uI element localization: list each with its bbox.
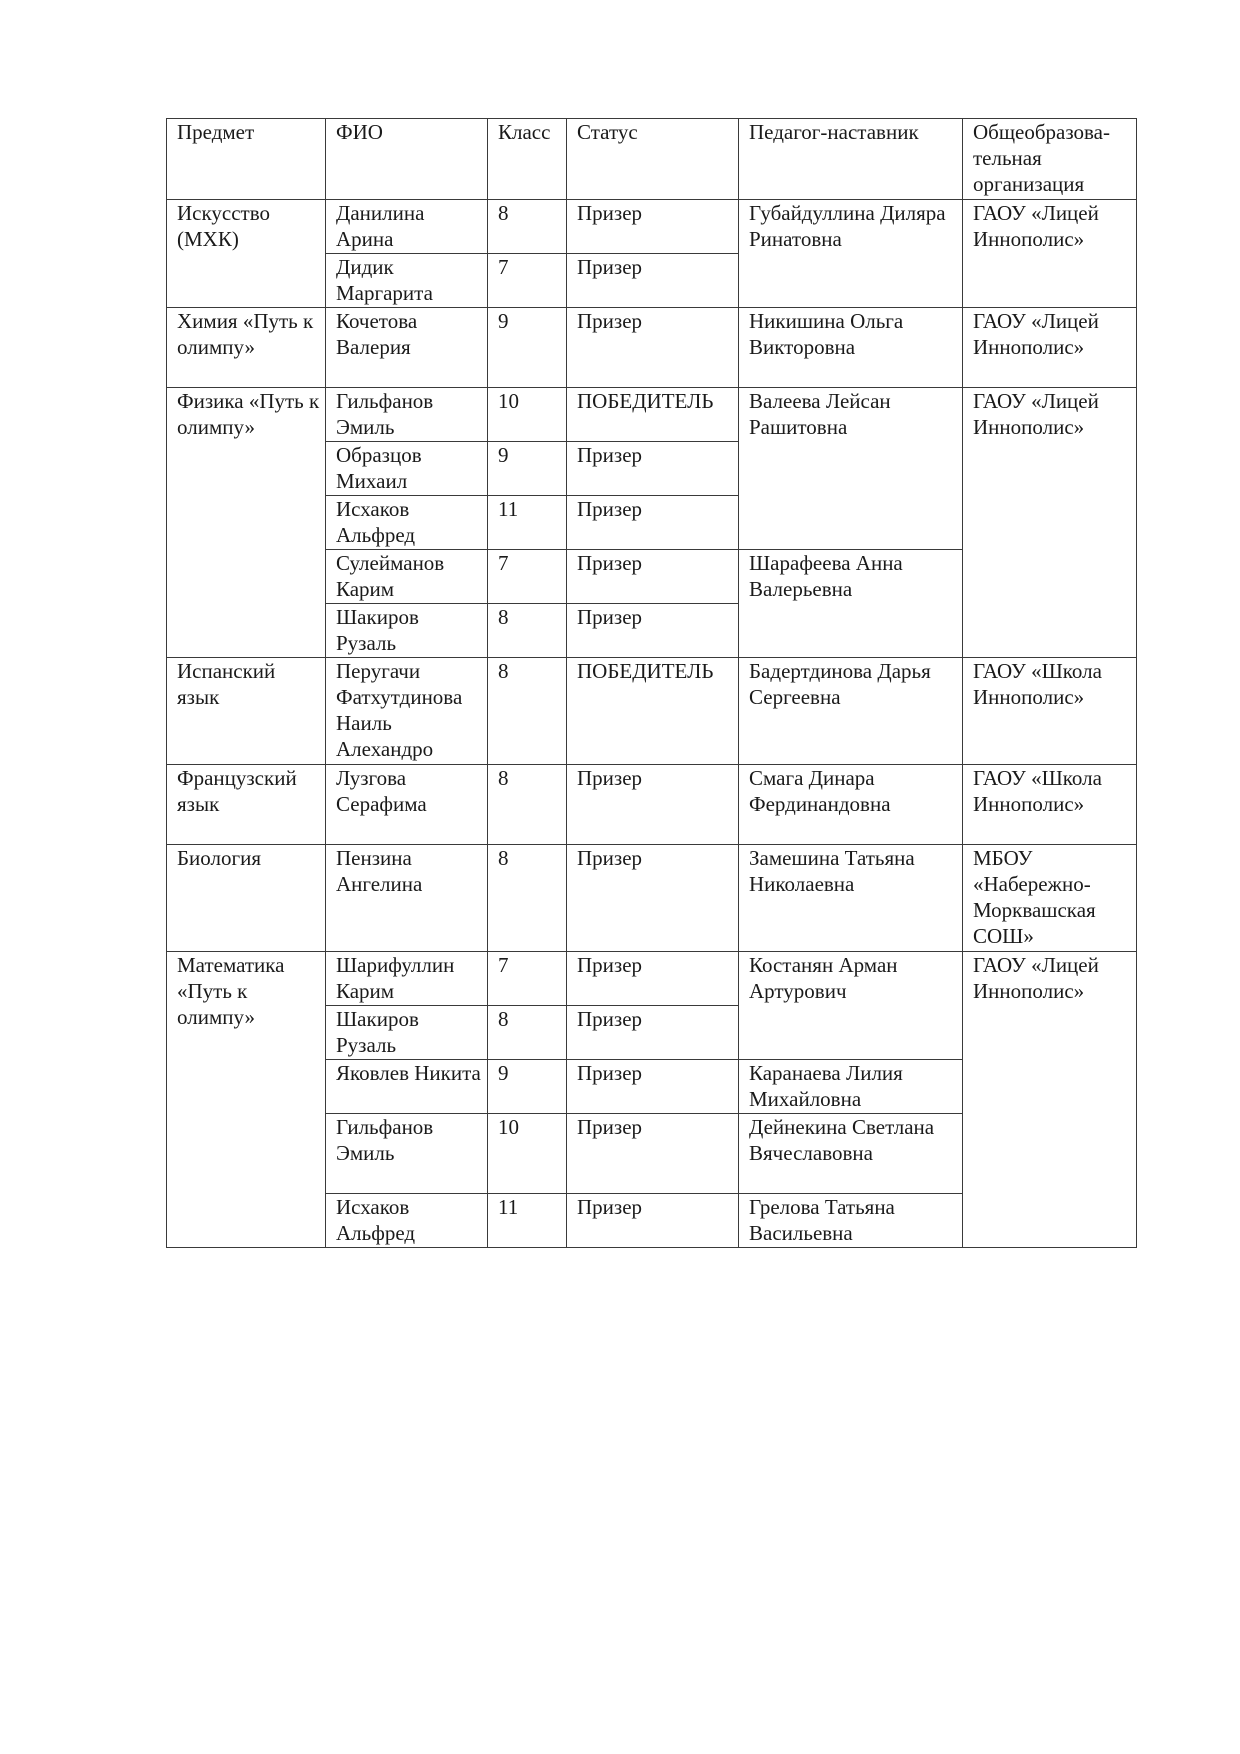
grade-cell: 9 [488, 308, 567, 388]
grade-cell: 10 [488, 1114, 567, 1194]
table-row [167, 765, 1137, 845]
name-cell: Исхаков Альфред [326, 496, 488, 550]
grade-cell: 7 [488, 550, 567, 604]
name-cell: Кочетова Валерия [326, 308, 488, 388]
status-cell: Призер [567, 200, 739, 254]
status-cell: Призер [567, 442, 739, 496]
name-cell: Сулейманов Карим [326, 550, 488, 604]
mentor-cell: Костанян Арман Артурович [739, 952, 963, 1060]
mentor-cell: Смага Динара Фердинандовна [739, 765, 963, 845]
subject-cell: Французский язык [167, 765, 326, 845]
grade-cell: 8 [488, 1006, 567, 1060]
mentor-cell: Губайдуллина Диляра Ринатовна [739, 200, 963, 308]
status-cell: ПОБЕДИТЕЛЬ [567, 388, 739, 442]
grade-cell: 7 [488, 254, 567, 308]
table-row [167, 200, 1137, 254]
header-row [167, 119, 1137, 200]
status-cell: Призер [567, 550, 739, 604]
name-cell: Исхаков Альфред [326, 1194, 488, 1248]
org-cell: ГАОУ «Школа Иннополис» [963, 765, 1137, 845]
status-cell: Призер [567, 765, 739, 845]
subject-cell: Химия «Путь к олимпу» [167, 308, 326, 388]
status-cell: Призер [567, 496, 739, 550]
grade-cell: 11 [488, 1194, 567, 1248]
org-cell: ГАОУ «Лицей Иннополис» [963, 388, 1137, 658]
grade-cell: 9 [488, 1060, 567, 1114]
name-cell: Дидик Маргарита [326, 254, 488, 308]
mentor-cell: Никишина Ольга Викторовна [739, 308, 963, 388]
org-cell: МБОУ «Набережно-Морквашская СОШ» [963, 845, 1137, 952]
status-cell: Призер [567, 604, 739, 658]
name-cell: Образцов Михаил [326, 442, 488, 496]
subject-cell: Биология [167, 845, 326, 952]
header-cell: Статус [567, 119, 739, 200]
subject-cell: Математика «Путь к олимпу» [167, 952, 326, 1248]
header-cell: Общеобразова-тельная организация [963, 119, 1137, 200]
subject-cell: Физика «Путь к олимпу» [167, 388, 326, 658]
name-cell: Яковлев Никита [326, 1060, 488, 1114]
subject-cell: Испанский язык [167, 658, 326, 765]
name-cell: Гильфанов Эмиль [326, 388, 488, 442]
status-cell: Призер [567, 1006, 739, 1060]
status-cell: Призер [567, 952, 739, 1006]
grade-cell: 8 [488, 845, 567, 952]
grade-cell: 8 [488, 200, 567, 254]
mentor-cell: Замешина Татьяна Николаевна [739, 845, 963, 952]
name-cell: Шакиров Рузаль [326, 1006, 488, 1060]
name-cell: Гильфанов Эмиль [326, 1114, 488, 1194]
grade-cell: 8 [488, 658, 567, 765]
table-row [167, 308, 1137, 388]
status-cell: Призер [567, 1114, 739, 1194]
mentor-cell: Шарафеева Анна Валерьевна [739, 550, 963, 658]
mentor-cell: Дейнекина Светлана Вячеславовна [739, 1114, 963, 1194]
mentor-cell: Грелова Татьяна Васильевна [739, 1194, 963, 1248]
grade-cell: 8 [488, 765, 567, 845]
name-cell: Данилина Арина [326, 200, 488, 254]
org-cell: ГАОУ «Лицей Иннополис» [963, 952, 1137, 1248]
name-cell: Перугачи Фатхутдинова Наиль Алехандро [326, 658, 488, 765]
grade-cell: 8 [488, 604, 567, 658]
status-cell: Призер [567, 308, 739, 388]
name-cell: Шарифуллин Карим [326, 952, 488, 1006]
subject-cell: Искусство (МХК) [167, 200, 326, 308]
mentor-cell: Валеева Лейсан Рашитовна [739, 388, 963, 550]
status-cell: ПОБЕДИТЕЛЬ [567, 658, 739, 765]
header-cell: Педагог-наставник [739, 119, 963, 200]
status-cell: Призер [567, 1194, 739, 1248]
grade-cell: 10 [488, 388, 567, 442]
table-row [167, 845, 1137, 952]
status-cell: Призер [567, 1060, 739, 1114]
status-cell: Призер [567, 254, 739, 308]
header-cell: ФИО [326, 119, 488, 200]
org-cell: ГАОУ «Лицей Иннополис» [963, 200, 1137, 308]
table-row [167, 388, 1137, 442]
org-cell: ГАОУ «Лицей Иннополис» [963, 308, 1137, 388]
name-cell: Пензина Ангелина [326, 845, 488, 952]
grade-cell: 11 [488, 496, 567, 550]
org-cell: ГАОУ «Школа Иннополис» [963, 658, 1137, 765]
header-cell: Предмет [167, 119, 326, 200]
mentor-cell: Бадертдинова Дарья Сергеевна [739, 658, 963, 765]
grade-cell: 9 [488, 442, 567, 496]
results-table [166, 118, 1137, 1248]
table-row [167, 952, 1137, 1006]
table-row [167, 658, 1137, 765]
status-cell: Призер [567, 845, 739, 952]
name-cell: Шакиров Рузаль [326, 604, 488, 658]
mentor-cell: Каранаева Лилия Михайловна [739, 1060, 963, 1114]
header-cell: Класс [488, 119, 567, 200]
name-cell: Лузгова Серафима [326, 765, 488, 845]
grade-cell: 7 [488, 952, 567, 1006]
